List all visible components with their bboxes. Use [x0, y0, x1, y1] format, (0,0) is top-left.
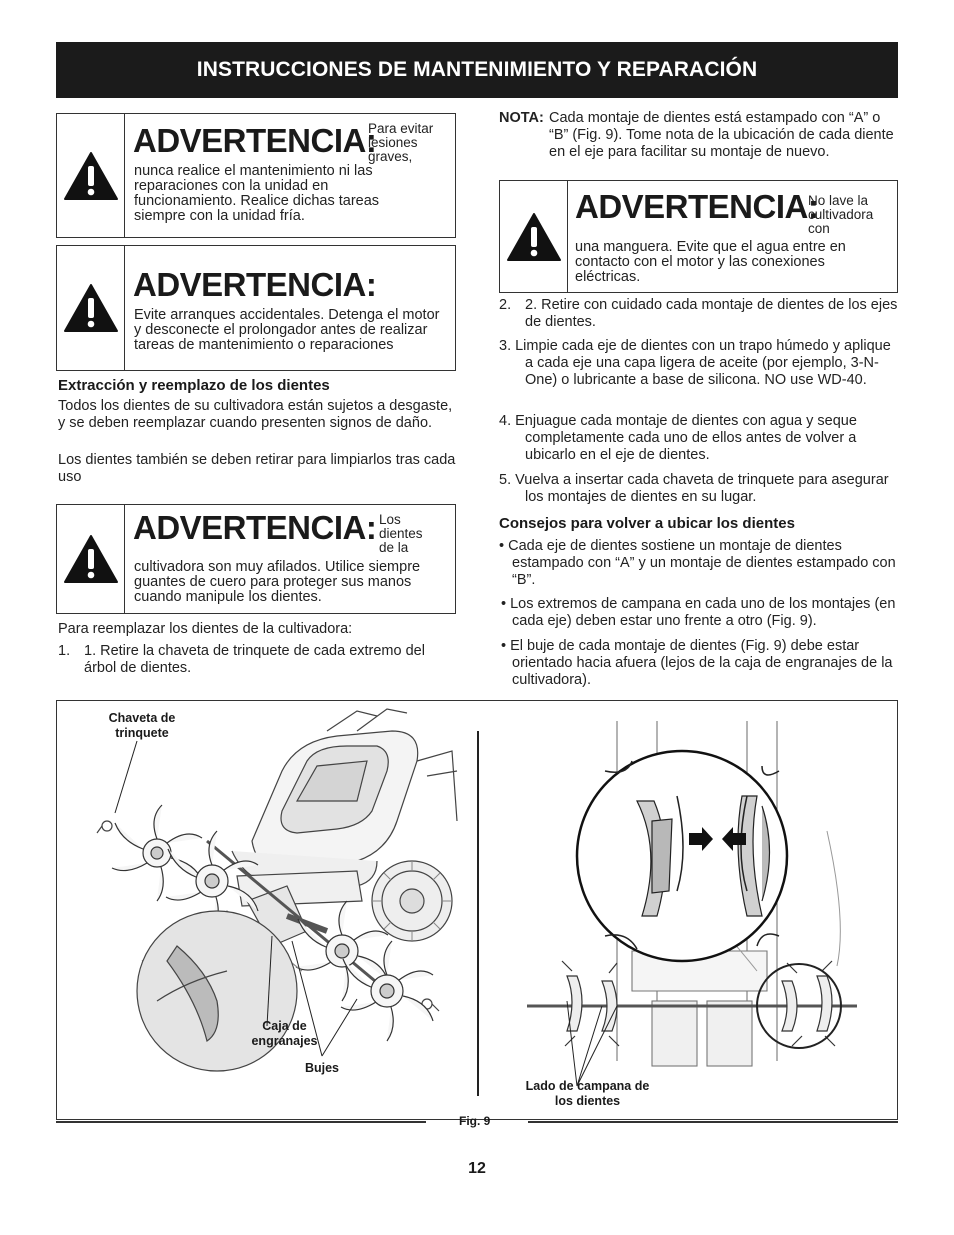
warning-title: ADVERTENCIA: — [133, 266, 377, 303]
step-5 — [499, 472, 899, 506]
warning-icon-cell — [57, 246, 125, 370]
section-title: INSTRUCCIONES DE MANTENIMIENTO Y REPARACIÓN — [196, 58, 758, 81]
warning-triangle-icon — [63, 283, 119, 333]
page-number: 12 — [468, 1160, 486, 1177]
warning-box-no-wash — [499, 180, 898, 293]
replace-intro: Para reemplazar los dientes de la cultivadora: — [58, 621, 353, 637]
step-3-text: 3. Limpie cada eje de dientes con un trapo húmedo y aplique a cada eje una capa ligera de aceite (por ejemplo, 3-N-One) o lubricante a base de silicona. NO use WD-40. — [499, 338, 891, 388]
paragraph-cleaning: Los dientes también se deben retirar para limpiarlos tras cada uso — [58, 452, 456, 485]
nota — [499, 110, 899, 161]
caption-rule-right — [528, 1121, 898, 1123]
warning-title: ADVERTENCIA: — [133, 122, 377, 159]
step-4 — [499, 413, 899, 464]
step-2-text: 2. Retire con cuidado cada montaje de dientes de los ejes de dientes. — [525, 297, 898, 330]
figure-caption: Fig. 9 — [459, 1114, 491, 1128]
step-4-text: 4. Enjuague cada montaje de dientes con agua y seque completamente cada uno de ellos antes de volver a ubicarlo en el eje de dientes. — [499, 413, 857, 463]
warning-title: ADVERTENCIA: — [133, 509, 377, 546]
step-1 — [58, 643, 456, 677]
warning-box-sharp-tines — [56, 504, 456, 614]
warning-body: una manguera. Evite que el agua entre en contacto con el motor y las conexiones eléctricas. — [575, 239, 846, 285]
warning-body: nunca realice el mantenimiento ni las reparaciones con la unidad en funcionamiento. Realice dichas tareas siempre con la unidad fría. — [134, 163, 380, 224]
tip-1 — [499, 538, 899, 589]
warning-icon-cell — [57, 114, 125, 237]
warning-box-accidental-start — [56, 245, 456, 371]
label-hubs: Bujes — [304, 1061, 340, 1075]
section-heading-tines: Extracción y reemplazo de los dientes — [58, 377, 330, 394]
figure-9 — [56, 700, 898, 1120]
warning-side-text: Los dientes de la — [379, 512, 423, 555]
caption-rule-left — [56, 1121, 426, 1123]
tip-2 — [499, 596, 899, 630]
warning-side-text: Para evitar lesiones graves, — [368, 121, 434, 164]
label-ratchet-clip: Chaveta de trinquete — [108, 711, 176, 740]
warning-title: ADVERTENCIA: — [575, 188, 819, 225]
nota-label: NOTA: — [499, 110, 544, 126]
warning-box-hot-unit — [56, 113, 456, 238]
warning-icon-cell — [57, 505, 125, 613]
section-heading-tips: Consejos para volver a ubicar los dientes — [499, 515, 795, 532]
tip-3-text: • El buje de cada montaje de dientes (Fig. 9) debe estar orientado hacia afuera (lejos de la caja de engranajes de la cultivadora). — [501, 638, 893, 688]
tip-1-text: • Cada eje de dientes sostiene un montaje de dientes estampado con “A” y un montaje de dientes estampado con “B”. — [499, 538, 896, 588]
section-header — [56, 42, 898, 98]
warning-triangle-icon — [506, 212, 562, 262]
step-3 — [499, 338, 899, 389]
step-1-number: 1. — [58, 643, 71, 659]
step-2 — [499, 297, 899, 331]
warning-icon-cell — [500, 181, 568, 292]
step-5-text: 5. Vuelva a insertar cada chaveta de trinquete para asegurar los montajes de dientes en su lugar. — [499, 472, 889, 505]
tine-assembly-illustration — [57, 701, 899, 1121]
warning-triangle-icon — [63, 534, 119, 584]
step-1-text: 1. Retire la chaveta de trinquete de cada extremo del árbol de dientes. — [84, 643, 425, 676]
tip-2-text: • Los extremos de campana en cada uno de los montajes (en cada eje) deben estar uno frente a otro (Fig. 9). — [501, 596, 896, 629]
paragraph-wear: Todos los dientes de su cultivadora están sujetos a desgaste, y se deben reemplazar cuando presenten signos de daño. — [58, 398, 453, 431]
step-2-number: 2. — [499, 297, 512, 313]
label-gearbox: Caja de engranajes — [251, 1019, 318, 1048]
warning-side-text: No lave la cultivadora con — [808, 193, 874, 236]
warning-triangle-icon — [63, 151, 119, 201]
warning-body: cultivadora son muy afilados. Utilice siempre guantes de cuero para proteger sus manos cuando manipule los dientes. — [134, 559, 421, 605]
warning-body: Evite arranques accidentales. Detenga el motor y desconecte el prolongador antes de realizar tareas de mantenimiento o reparaciones — [134, 307, 440, 353]
label-bell-side: Lado de campana de los dientes — [525, 1079, 650, 1108]
nota-text: Cada montaje de dientes está estampado con “A” o “B” (Fig. 9). Tome nota de la ubicación de cada diente en el eje para facilitar su montaje de nuevo. — [549, 110, 894, 160]
tip-3 — [499, 638, 899, 689]
